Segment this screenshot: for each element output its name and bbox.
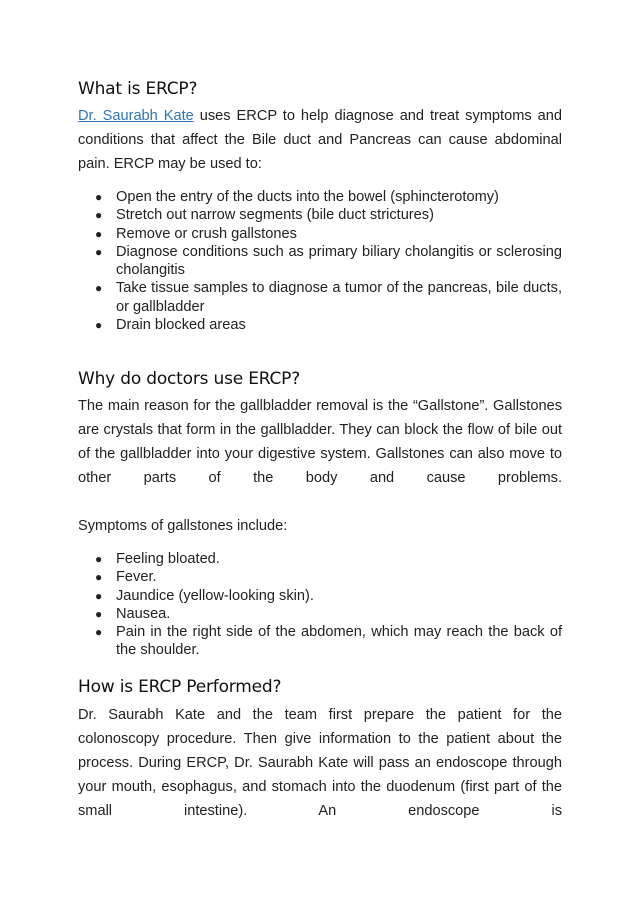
list-item: ● Stretch out narrow segments (bile duct strictures) bbox=[95, 207, 434, 224]
ercp-uses-list bbox=[78, 188, 562, 334]
heading-what-is-ercp: What is ERCP? bbox=[78, 79, 198, 99]
paragraph-gallstones: The main reason for the gallbladder removal is the “Gallstone”. Gallstones are crystals that form in the gallbladder. They can block the flow of bile out of the gallbladder into your digestive system. Gallstones can also move to other parts of the body and cause problems. bbox=[78, 398, 562, 486]
bullet-icon: ● bbox=[95, 318, 103, 333]
bullet-icon: ● bbox=[95, 588, 103, 603]
list-item: ● Feeling bloated. bbox=[95, 551, 220, 567]
list-item: ● Diagnose conditions such as primary biliary cholangitis or sclerosing cholangitis bbox=[95, 243, 562, 279]
list-item: ● Nausea. bbox=[95, 605, 171, 622]
list-item: ● Jaundice (yellow-looking skin). bbox=[95, 587, 314, 604]
doctor-link[interactable]: Dr. Saurabh Kate bbox=[78, 108, 194, 124]
heading-how-performed: How is ERCP Performed? bbox=[78, 677, 282, 697]
list-item: ● Take tissue samples to diagnose a tumor of the pancreas, bile ducts, or gallbladder bbox=[95, 280, 562, 315]
list-item: ● Open the entry of the ducts into the bowel (sphincterotomy) bbox=[95, 189, 499, 205]
bullet-icon: ● bbox=[95, 281, 103, 296]
heading-why-use-ercp: Why do doctors use ERCP? bbox=[78, 369, 301, 389]
intro-text: uses ERCP to help diagnose and treat symptoms and conditions that affect the Bile duct and Pancreas can cause abdominal pain. ERCP may be used to: bbox=[78, 108, 562, 172]
paragraph-symptoms-intro: Symptoms of gallstones include: bbox=[78, 518, 288, 534]
list-item: ● Drain blocked areas bbox=[95, 317, 246, 334]
symptoms-list bbox=[78, 550, 562, 660]
bullet-icon: ● bbox=[95, 190, 103, 204]
list-item: ● Fever. bbox=[95, 569, 157, 586]
bullet-icon: ● bbox=[95, 226, 103, 241]
bullet-icon: ● bbox=[95, 208, 103, 223]
list-item: ● Pain in the right side of the abdomen, which may reach the back of the shoulder. bbox=[95, 624, 562, 659]
bullet-icon: ● bbox=[95, 552, 103, 566]
bullet-icon: ● bbox=[95, 625, 103, 640]
bullet-icon: ● bbox=[95, 606, 103, 621]
paragraph-what-is-ercp bbox=[78, 104, 562, 176]
bullet-icon: ● bbox=[95, 570, 103, 585]
bullet-icon: ● bbox=[95, 244, 103, 259]
list-item: ● Remove or crush gallstones bbox=[95, 225, 297, 242]
paragraph-procedure: Dr. Saurabh Kate and the team first prepare the patient for the colonoscopy procedure. Then give information to the patient about the process. During ERCP, Dr. Saurabh Kate will pass an endoscope through your mouth, esophagus, and stomach into the duodenum (first part of the small intestine). An endoscope is bbox=[78, 707, 562, 819]
